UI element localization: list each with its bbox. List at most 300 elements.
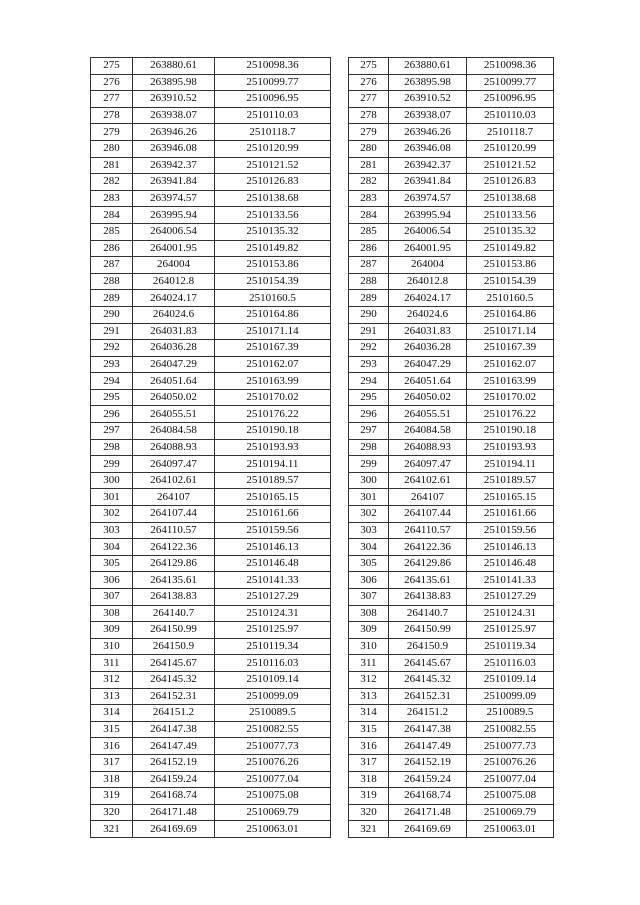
point-number-cell: 283 [349, 190, 389, 207]
x-coordinate-cell: 264152.19 [133, 754, 215, 771]
y-coordinate-cell: 2510077.73 [215, 738, 331, 755]
point-number-cell: 279 [349, 124, 389, 141]
y-coordinate-cell: 2510194.11 [215, 456, 331, 473]
point-number-cell: 303 [91, 522, 133, 539]
table-row [349, 140, 554, 157]
point-number-cell: 293 [349, 356, 389, 373]
x-coordinate-cell: 264169.69 [133, 821, 215, 838]
x-coordinate-cell: 264150.99 [389, 622, 467, 639]
table-row [349, 638, 554, 655]
table-row [91, 190, 331, 207]
table-row [91, 589, 331, 606]
point-number-cell: 318 [91, 771, 133, 788]
x-coordinate-cell: 263974.57 [389, 190, 467, 207]
x-coordinate-cell: 264140.7 [133, 605, 215, 622]
point-number-cell: 317 [349, 754, 389, 771]
point-number-cell: 277 [349, 91, 389, 108]
table-row [91, 472, 331, 489]
y-coordinate-cell: 2510120.99 [215, 140, 331, 157]
x-coordinate-cell: 263974.57 [133, 190, 215, 207]
y-coordinate-cell: 2510126.83 [467, 174, 554, 191]
table-row [91, 389, 331, 406]
table-row [349, 306, 554, 323]
table-row [349, 688, 554, 705]
y-coordinate-cell: 2510125.97 [467, 622, 554, 639]
x-coordinate-cell: 263895.98 [389, 74, 467, 91]
point-number-cell: 286 [349, 240, 389, 257]
point-number-cell: 319 [91, 788, 133, 805]
point-number-cell: 312 [349, 671, 389, 688]
y-coordinate-cell: 2510162.07 [467, 356, 554, 373]
y-coordinate-cell: 2510146.13 [215, 539, 331, 556]
table-row [349, 539, 554, 556]
y-coordinate-cell: 2510082.55 [467, 721, 554, 738]
y-coordinate-cell: 2510165.15 [215, 489, 331, 506]
point-number-cell: 310 [349, 638, 389, 655]
x-coordinate-cell: 264107 [133, 489, 215, 506]
point-number-cell: 316 [349, 738, 389, 755]
x-coordinate-cell: 264012.8 [133, 273, 215, 290]
x-coordinate-cell: 264107.44 [389, 506, 467, 523]
table-row [91, 58, 331, 75]
x-coordinate-cell: 264150.9 [389, 638, 467, 655]
table-row [91, 423, 331, 440]
point-number-cell: 285 [349, 223, 389, 240]
y-coordinate-cell: 2510120.99 [467, 140, 554, 157]
point-number-cell: 288 [349, 273, 389, 290]
point-number-cell: 284 [91, 207, 133, 224]
table-row [349, 207, 554, 224]
x-coordinate-cell: 264084.58 [389, 423, 467, 440]
table-row [349, 738, 554, 755]
y-coordinate-cell: 2510153.86 [215, 257, 331, 274]
y-coordinate-cell: 2510133.56 [467, 207, 554, 224]
point-number-cell: 290 [91, 306, 133, 323]
x-coordinate-cell: 264036.28 [389, 340, 467, 357]
x-coordinate-cell: 263910.52 [133, 91, 215, 108]
x-coordinate-cell: 264047.29 [389, 356, 467, 373]
table-row [91, 273, 331, 290]
point-number-cell: 310 [91, 638, 133, 655]
y-coordinate-cell: 2510189.57 [215, 472, 331, 489]
point-number-cell: 321 [91, 821, 133, 838]
x-coordinate-cell: 264135.61 [133, 572, 215, 589]
x-coordinate-cell: 264001.95 [133, 240, 215, 257]
point-number-cell: 300 [349, 472, 389, 489]
table-row [91, 754, 331, 771]
y-coordinate-cell: 2510133.56 [215, 207, 331, 224]
table-row [349, 257, 554, 274]
x-coordinate-cell: 263946.08 [389, 140, 467, 157]
table-row [349, 223, 554, 240]
y-coordinate-cell: 2510099.77 [215, 74, 331, 91]
table-row [91, 788, 331, 805]
y-coordinate-cell: 2510119.34 [467, 638, 554, 655]
y-coordinate-cell: 2510162.07 [215, 356, 331, 373]
y-coordinate-cell: 2510135.32 [215, 223, 331, 240]
y-coordinate-cell: 2510127.29 [215, 589, 331, 606]
point-number-cell: 291 [91, 323, 133, 340]
point-number-cell: 316 [91, 738, 133, 755]
y-coordinate-cell: 2510089.5 [215, 705, 331, 722]
table-row [349, 705, 554, 722]
table-row [349, 589, 554, 606]
x-coordinate-cell: 264031.83 [389, 323, 467, 340]
point-number-cell: 297 [349, 423, 389, 440]
table-row [349, 788, 554, 805]
y-coordinate-cell: 2510116.03 [467, 655, 554, 672]
table-row [91, 356, 331, 373]
x-coordinate-cell: 264055.51 [389, 406, 467, 423]
table-body-right [349, 58, 554, 838]
y-coordinate-cell: 2510190.18 [467, 423, 554, 440]
y-coordinate-cell: 2510159.56 [215, 522, 331, 539]
table-row [349, 472, 554, 489]
x-coordinate-cell: 264024.17 [133, 290, 215, 307]
table-row [91, 91, 331, 108]
x-coordinate-cell: 264151.2 [389, 705, 467, 722]
x-coordinate-cell: 264102.61 [133, 472, 215, 489]
table-row [349, 406, 554, 423]
x-coordinate-cell: 264171.48 [133, 804, 215, 821]
y-coordinate-cell: 2510109.14 [215, 671, 331, 688]
table-row [91, 107, 331, 124]
table-row [91, 306, 331, 323]
table-row [349, 622, 554, 639]
point-number-cell: 308 [349, 605, 389, 622]
x-coordinate-cell: 264145.32 [133, 671, 215, 688]
y-coordinate-cell: 2510069.79 [215, 804, 331, 821]
point-number-cell: 302 [349, 506, 389, 523]
point-number-cell: 317 [91, 754, 133, 771]
table-row [91, 622, 331, 639]
x-coordinate-cell: 264097.47 [389, 456, 467, 473]
x-coordinate-cell: 263880.61 [133, 58, 215, 75]
y-coordinate-cell: 2510146.13 [467, 539, 554, 556]
point-number-cell: 296 [91, 406, 133, 423]
point-number-cell: 312 [91, 671, 133, 688]
y-coordinate-cell: 2510109.14 [467, 671, 554, 688]
x-coordinate-cell: 264036.28 [133, 340, 215, 357]
table-row [349, 555, 554, 572]
y-coordinate-cell: 2510118.7 [215, 124, 331, 141]
point-number-cell: 291 [349, 323, 389, 340]
point-number-cell: 302 [91, 506, 133, 523]
x-coordinate-cell: 263946.26 [389, 124, 467, 141]
x-coordinate-cell: 264135.61 [389, 572, 467, 589]
x-coordinate-cell: 264122.36 [389, 539, 467, 556]
table-row [349, 439, 554, 456]
y-coordinate-cell: 2510110.03 [467, 107, 554, 124]
y-coordinate-cell: 2510159.56 [467, 522, 554, 539]
table-row [349, 655, 554, 672]
point-number-cell: 298 [91, 439, 133, 456]
table-row [91, 240, 331, 257]
x-coordinate-cell: 264088.93 [389, 439, 467, 456]
x-coordinate-cell: 264168.74 [133, 788, 215, 805]
y-coordinate-cell: 2510163.99 [215, 373, 331, 390]
x-coordinate-cell: 264147.49 [133, 738, 215, 755]
table-row [91, 157, 331, 174]
point-number-cell: 281 [91, 157, 133, 174]
table-row [349, 74, 554, 91]
table-row [349, 423, 554, 440]
table-row [91, 738, 331, 755]
y-coordinate-cell: 2510098.36 [467, 58, 554, 75]
table-row [91, 572, 331, 589]
y-coordinate-cell: 2510193.93 [215, 439, 331, 456]
y-coordinate-cell: 2510138.68 [215, 190, 331, 207]
x-coordinate-cell: 264152.19 [389, 754, 467, 771]
point-number-cell: 293 [91, 356, 133, 373]
x-coordinate-cell: 264050.02 [133, 389, 215, 406]
table-row [91, 489, 331, 506]
x-coordinate-cell: 264084.58 [133, 423, 215, 440]
x-coordinate-cell: 263941.84 [133, 174, 215, 191]
x-coordinate-cell: 263942.37 [389, 157, 467, 174]
table-row [349, 671, 554, 688]
point-number-cell: 282 [349, 174, 389, 191]
x-coordinate-cell: 264051.64 [389, 373, 467, 390]
x-coordinate-cell: 264024.17 [389, 290, 467, 307]
y-coordinate-cell: 2510082.55 [215, 721, 331, 738]
y-coordinate-cell: 2510099.77 [467, 74, 554, 91]
y-coordinate-cell: 2510164.86 [215, 306, 331, 323]
point-number-cell: 276 [91, 74, 133, 91]
table-row [91, 555, 331, 572]
y-coordinate-cell: 2510160.5 [215, 290, 331, 307]
y-coordinate-cell: 2510146.48 [215, 555, 331, 572]
y-coordinate-cell: 2510096.95 [467, 91, 554, 108]
point-number-cell: 311 [349, 655, 389, 672]
y-coordinate-cell: 2510116.03 [215, 655, 331, 672]
x-coordinate-cell: 264145.67 [133, 655, 215, 672]
y-coordinate-cell: 2510077.04 [215, 771, 331, 788]
table-row [91, 74, 331, 91]
point-number-cell: 294 [91, 373, 133, 390]
x-coordinate-cell: 264150.99 [133, 622, 215, 639]
x-coordinate-cell: 264140.7 [389, 605, 467, 622]
x-coordinate-cell: 264152.31 [389, 688, 467, 705]
y-coordinate-cell: 2510194.11 [467, 456, 554, 473]
table-row [91, 506, 331, 523]
point-number-cell: 309 [349, 622, 389, 639]
x-coordinate-cell: 264122.36 [133, 539, 215, 556]
y-coordinate-cell: 2510149.82 [215, 240, 331, 257]
x-coordinate-cell: 264129.86 [389, 555, 467, 572]
point-number-cell: 305 [349, 555, 389, 572]
point-number-cell: 289 [349, 290, 389, 307]
point-number-cell: 280 [349, 140, 389, 157]
point-number-cell: 292 [91, 340, 133, 357]
y-coordinate-cell: 2510099.09 [215, 688, 331, 705]
point-number-cell: 295 [91, 389, 133, 406]
x-coordinate-cell: 264110.57 [389, 522, 467, 539]
x-coordinate-cell: 264110.57 [133, 522, 215, 539]
table-row [349, 506, 554, 523]
y-coordinate-cell: 2510121.52 [215, 157, 331, 174]
y-coordinate-cell: 2510069.79 [467, 804, 554, 821]
x-coordinate-cell: 263946.08 [133, 140, 215, 157]
y-coordinate-cell: 2510176.22 [467, 406, 554, 423]
point-number-cell: 301 [91, 489, 133, 506]
table-row [91, 174, 331, 191]
point-number-cell: 314 [349, 705, 389, 722]
table-row [91, 290, 331, 307]
point-number-cell: 305 [91, 555, 133, 572]
x-coordinate-cell: 263941.84 [389, 174, 467, 191]
x-coordinate-cell: 264012.8 [389, 273, 467, 290]
table-row [349, 804, 554, 821]
point-number-cell: 292 [349, 340, 389, 357]
table-row [349, 522, 554, 539]
y-coordinate-cell: 2510163.99 [467, 373, 554, 390]
point-number-cell: 287 [91, 257, 133, 274]
y-coordinate-cell: 2510096.95 [215, 91, 331, 108]
y-coordinate-cell: 2510099.09 [467, 688, 554, 705]
x-coordinate-cell: 264151.2 [133, 705, 215, 722]
table-row [349, 771, 554, 788]
y-coordinate-cell: 2510164.86 [467, 306, 554, 323]
x-coordinate-cell: 263942.37 [133, 157, 215, 174]
point-number-cell: 308 [91, 605, 133, 622]
point-number-cell: 298 [349, 439, 389, 456]
point-number-cell: 306 [91, 572, 133, 589]
x-coordinate-cell: 264107.44 [133, 506, 215, 523]
x-coordinate-cell: 264129.86 [133, 555, 215, 572]
table-body-left [91, 58, 331, 838]
x-coordinate-cell: 263938.07 [389, 107, 467, 124]
y-coordinate-cell: 2510189.57 [467, 472, 554, 489]
x-coordinate-cell: 264147.49 [389, 738, 467, 755]
y-coordinate-cell: 2510135.32 [467, 223, 554, 240]
y-coordinate-cell: 2510124.31 [215, 605, 331, 622]
table-row [349, 721, 554, 738]
x-coordinate-cell: 264169.69 [389, 821, 467, 838]
x-coordinate-cell: 264145.32 [389, 671, 467, 688]
point-number-cell: 315 [349, 721, 389, 738]
y-coordinate-cell: 2510077.73 [467, 738, 554, 755]
x-coordinate-cell: 264047.29 [133, 356, 215, 373]
y-coordinate-cell: 2510141.33 [215, 572, 331, 589]
point-number-cell: 275 [91, 58, 133, 75]
x-coordinate-cell: 264055.51 [133, 406, 215, 423]
table-row [349, 58, 554, 75]
table-row [91, 771, 331, 788]
point-number-cell: 280 [91, 140, 133, 157]
point-number-cell: 278 [91, 107, 133, 124]
point-number-cell: 320 [91, 804, 133, 821]
y-coordinate-cell: 2510146.48 [467, 555, 554, 572]
table-row [349, 91, 554, 108]
x-coordinate-cell: 264138.83 [133, 589, 215, 606]
table-row [91, 207, 331, 224]
y-coordinate-cell: 2510161.66 [215, 506, 331, 523]
y-coordinate-cell: 2510171.14 [467, 323, 554, 340]
table-row [91, 439, 331, 456]
point-number-cell: 285 [91, 223, 133, 240]
table-row [349, 572, 554, 589]
point-number-cell: 318 [349, 771, 389, 788]
table-row [349, 340, 554, 357]
y-coordinate-cell: 2510121.52 [467, 157, 554, 174]
y-coordinate-cell: 2510126.83 [215, 174, 331, 191]
x-coordinate-cell: 264051.64 [133, 373, 215, 390]
table-row [91, 456, 331, 473]
x-coordinate-cell: 264031.83 [133, 323, 215, 340]
point-number-cell: 279 [91, 124, 133, 141]
y-coordinate-cell: 2510063.01 [215, 821, 331, 838]
table-row [91, 340, 331, 357]
coordinate-table-left [90, 57, 331, 838]
table-row [349, 174, 554, 191]
x-coordinate-cell: 264001.95 [389, 240, 467, 257]
point-number-cell: 304 [91, 539, 133, 556]
table-row [349, 389, 554, 406]
y-coordinate-cell: 2510127.29 [467, 589, 554, 606]
point-number-cell: 297 [91, 423, 133, 440]
table-row [349, 373, 554, 390]
x-coordinate-cell: 264004 [389, 257, 467, 274]
table-row [91, 140, 331, 157]
x-coordinate-cell: 264168.74 [389, 788, 467, 805]
point-number-cell: 309 [91, 622, 133, 639]
point-number-cell: 320 [349, 804, 389, 821]
point-number-cell: 287 [349, 257, 389, 274]
x-coordinate-cell: 264050.02 [389, 389, 467, 406]
y-coordinate-cell: 2510170.02 [467, 389, 554, 406]
table-row [91, 373, 331, 390]
x-coordinate-cell: 264102.61 [389, 472, 467, 489]
y-coordinate-cell: 2510063.01 [467, 821, 554, 838]
point-number-cell: 283 [91, 190, 133, 207]
x-coordinate-cell: 264107 [389, 489, 467, 506]
table-row [91, 705, 331, 722]
point-number-cell: 306 [349, 572, 389, 589]
x-coordinate-cell: 264147.38 [389, 721, 467, 738]
x-coordinate-cell: 264006.54 [389, 223, 467, 240]
y-coordinate-cell: 2510089.5 [467, 705, 554, 722]
table-row [349, 290, 554, 307]
table-row [91, 257, 331, 274]
y-coordinate-cell: 2510075.08 [215, 788, 331, 805]
x-coordinate-cell: 263946.26 [133, 124, 215, 141]
table-row [349, 323, 554, 340]
point-number-cell: 284 [349, 207, 389, 224]
point-number-cell: 296 [349, 406, 389, 423]
y-coordinate-cell: 2510165.15 [467, 489, 554, 506]
point-number-cell: 303 [349, 522, 389, 539]
table-row [349, 605, 554, 622]
table-row [349, 821, 554, 838]
point-number-cell: 289 [91, 290, 133, 307]
point-number-cell: 282 [91, 174, 133, 191]
point-number-cell: 294 [349, 373, 389, 390]
point-number-cell: 315 [91, 721, 133, 738]
x-coordinate-cell: 264006.54 [133, 223, 215, 240]
table-row [91, 688, 331, 705]
coordinate-table-right [348, 57, 554, 838]
y-coordinate-cell: 2510153.86 [467, 257, 554, 274]
y-coordinate-cell: 2510167.39 [215, 340, 331, 357]
point-number-cell: 311 [91, 655, 133, 672]
table-row [91, 671, 331, 688]
x-coordinate-cell: 264159.24 [133, 771, 215, 788]
point-number-cell: 314 [91, 705, 133, 722]
y-coordinate-cell: 2510149.82 [467, 240, 554, 257]
x-coordinate-cell: 263995.94 [389, 207, 467, 224]
point-number-cell: 307 [91, 589, 133, 606]
